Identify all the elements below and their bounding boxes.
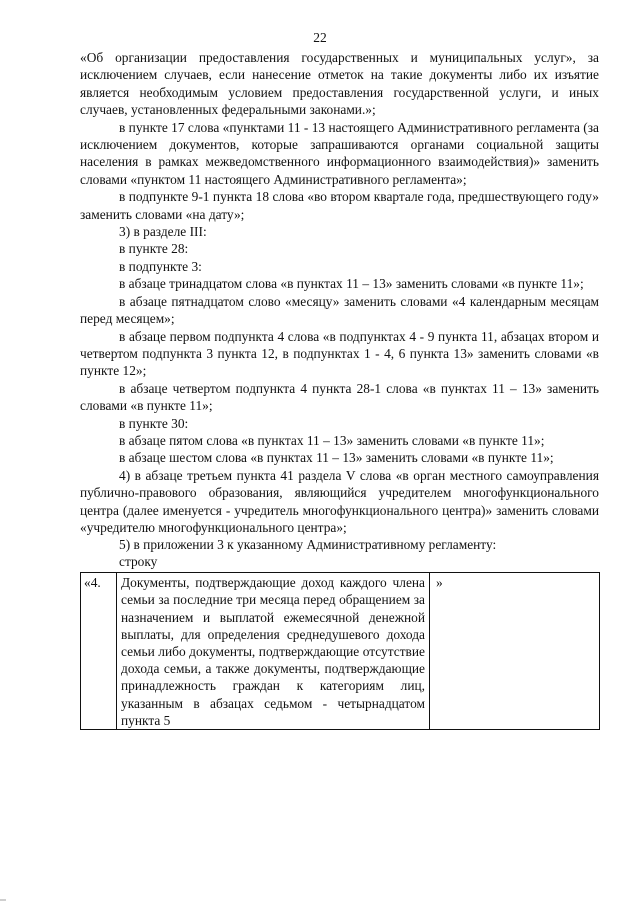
paragraph: в пункте 17 слова «пунктами 11 - 13 настоящего Административного регламента (за исключением документов, которые запрашиваются органами социальной защиты населения в рамках межведомственного информационного взаимодействия)» заменить словами «пунктом 11 настоящего Административного регламента»; bbox=[80, 119, 600, 187]
paragraph: в абзаце первом подпункта 4 слова «в подпунктах 4 - 9 пункта 11, абзацах втором и четвертом подпункта 3 пункта 12, в подпунктах 1 - 4, 6 пункта 13» заменить словами «в пункте 12»; bbox=[80, 328, 599, 379]
paragraph: в абзаце шестом слова «в пунктах 11 – 13» заменить словами «в пункте 11»; bbox=[119, 450, 554, 466]
row-description-cell: Документы, подтверждающие доход каждого члена семьи за последние три месяца перед обращением за назначением и выплатой ежемесячной денежной выплаты, для определения среднедушевого дохода семьи либо документы, подтверждающие отсутствие дохода семьи, а также документы, подтверждающие принадлежность граждан к категориям лиц, указанным в абзацах седьмом - четырнадцатом пункта 5 bbox=[117, 573, 430, 730]
paragraph: в абзаце пятнадцатом слово «месяцу» заменить словами «4 календарным месяцам перед месяцем»; bbox=[80, 293, 599, 327]
row-closing-quote-cell: » bbox=[430, 573, 600, 730]
amendment-table-wrapper bbox=[80, 572, 599, 730]
paragraph: в подпункте 9-1 пункта 18 слова «во втором квартале года, предшествующего году» заменить словами «на дату»; bbox=[80, 189, 599, 222]
table-row bbox=[81, 573, 600, 730]
document-body bbox=[80, 49, 599, 730]
paragraph: «Об организации предоставления государственных и муниципальных услуг», за исключением случаев, если нанесение отметок на такие документы либо их изъятие является необходимым условием предоставления государственной услуги, и иных случаев, установленных федеральными законами.»; bbox=[80, 50, 599, 118]
paragraph: 4) в абзаце третьем пункта 41 раздела V слова «в орган местного самоуправления публично-правового образования, являющийся учредителем многофункционального центра (далее именуется - учредитель многофункционального центра)» заменить словами «учредителю многофункционального центра»; bbox=[80, 467, 599, 535]
paragraph: строку bbox=[119, 553, 158, 569]
page-number: 22 bbox=[313, 30, 327, 45]
paragraph: 5) в приложении 3 к указанному Административному регламенту: bbox=[119, 537, 497, 553]
paragraph: в абзаце четвертом подпункта 4 пункта 28-1 слова «в пунктах 11 – 13» заменить словами «в пункте 11»; bbox=[80, 380, 599, 414]
row-number-cell: «4. bbox=[81, 573, 117, 730]
paragraph: в пункте 28: bbox=[119, 241, 189, 257]
paragraph: в подпункте 3: bbox=[119, 258, 202, 274]
paragraph: в абзаце тринадцатом слова «в пунктах 11 – 13» заменить словами «в пункте 11»; bbox=[119, 276, 584, 292]
paragraph: в пункте 30: bbox=[119, 415, 189, 431]
paragraph: 3) в разделе III: bbox=[119, 224, 207, 240]
amendment-table bbox=[80, 572, 600, 730]
scan-artifact bbox=[0, 899, 6, 901]
paragraph: в абзаце пятом слова «в пунктах 11 – 13» заменить словами «в пункте 11»; bbox=[119, 432, 545, 448]
